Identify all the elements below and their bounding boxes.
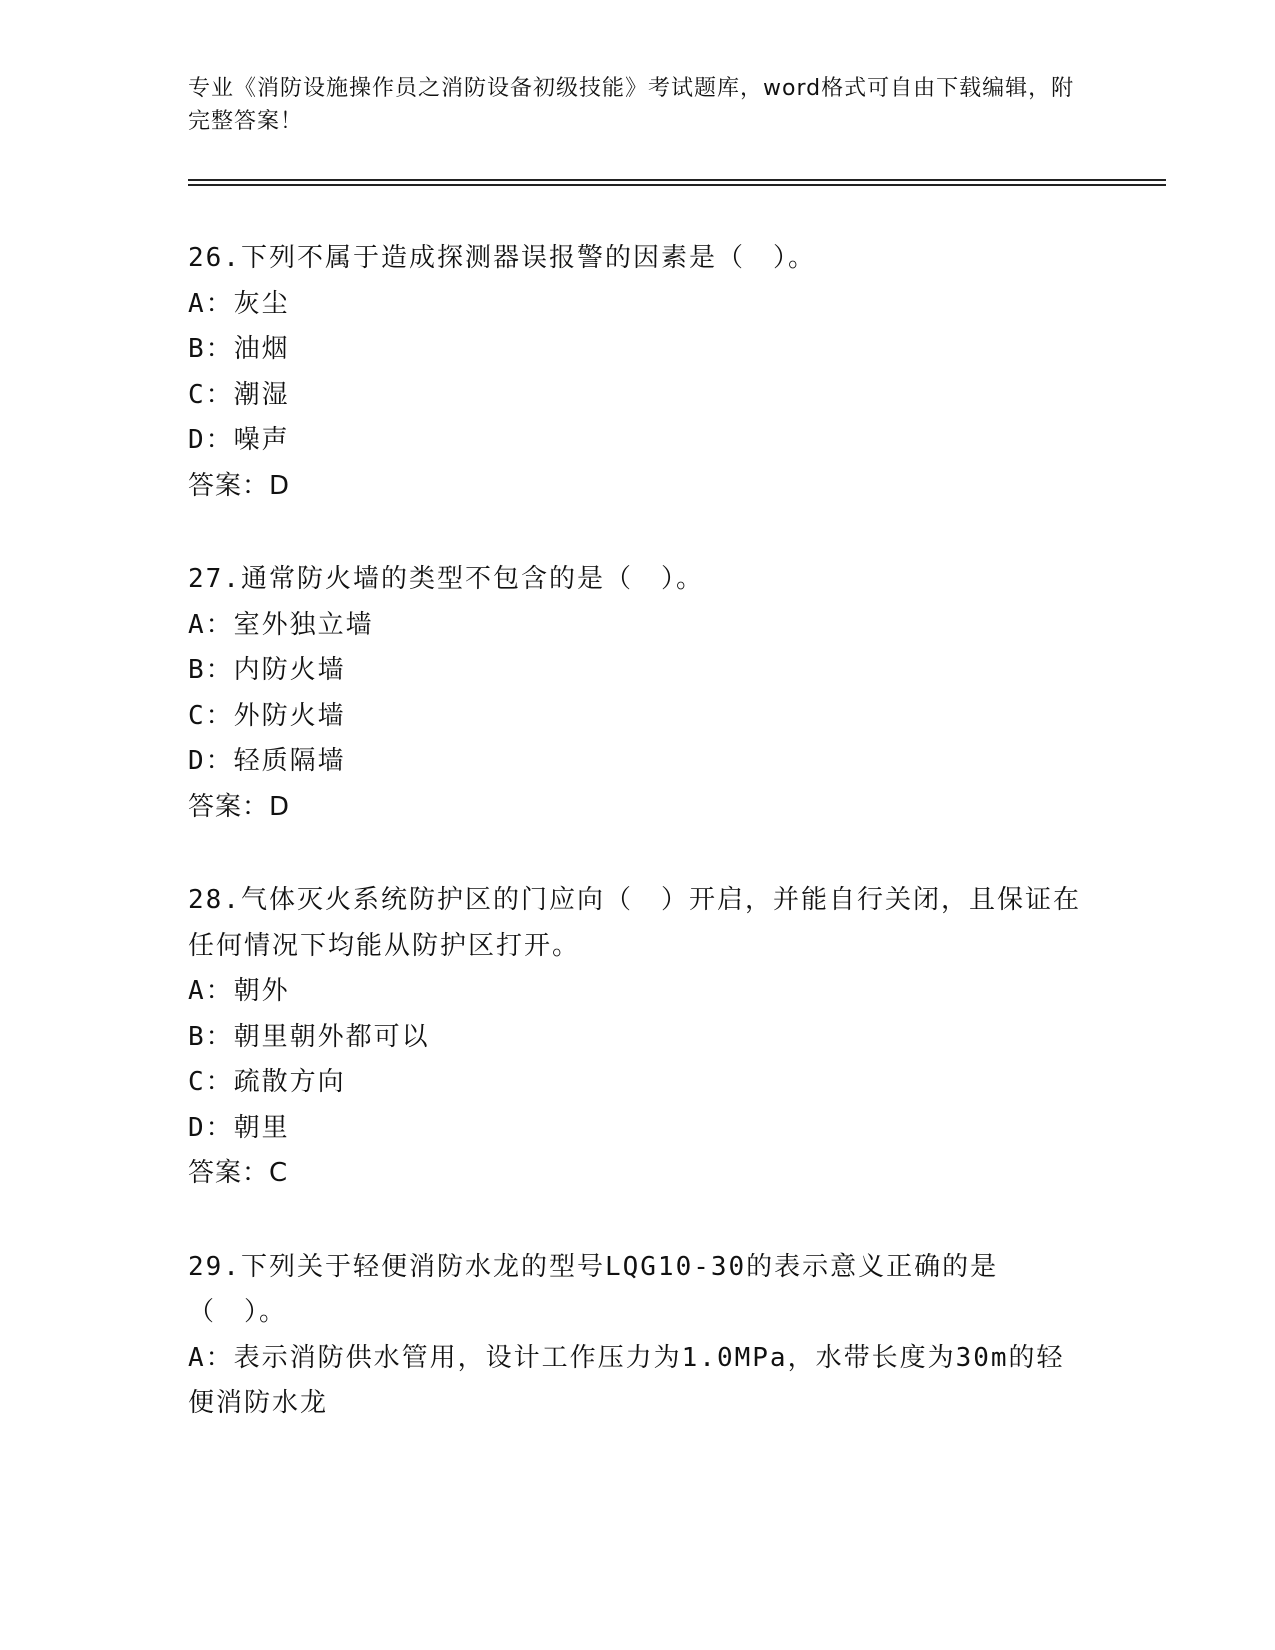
question-28	[188, 878, 1088, 1197]
question-29	[188, 1245, 1088, 1427]
question-27	[188, 557, 1088, 830]
option-d: D：轻质隔墙	[188, 746, 346, 776]
question-list	[188, 236, 1088, 1475]
option-b: B：朝里朝外都可以	[188, 1021, 430, 1052]
answer-label: 答案：D	[188, 470, 291, 501]
question-text: 28.气体灭火系统防护区的门应向（ ）开启，并能自行关闭，且保证在任何情况下均能从防护区打开。	[188, 885, 1081, 961]
option-b: B：内防火墙	[188, 655, 346, 685]
option-a: A：朝外	[188, 976, 290, 1006]
document-intro: 专业《消防设施操作员之消防设备初级技能》考试题库，word格式可自由下载编辑，附完整答案！	[188, 76, 1075, 134]
option-b: B：油烟	[188, 334, 290, 364]
answer-label: 答案：C	[188, 1158, 289, 1188]
question-text: 29.下列关于轻便消防水龙的型号LQG10-30的表示意义正确的是（ ）。	[188, 1251, 999, 1327]
option-c: C：疏散方向	[188, 1067, 346, 1097]
option-d: D：朝里	[188, 1112, 290, 1143]
answer-label: 答案：D	[188, 791, 291, 822]
question-26	[188, 236, 1088, 509]
option-a: A：表示消防供水管用，设计工作压力为1.0MPa，水带长度为30m的轻便消防水龙	[188, 1342, 1065, 1418]
header-divider-top	[188, 179, 1166, 181]
option-a: A：室外独立墙	[188, 609, 374, 640]
question-text: 27.通常防火墙的类型不包含的是（ ）。	[188, 564, 704, 594]
option-d: D：噪声	[188, 425, 290, 455]
option-a: A：灰尘	[188, 288, 290, 319]
header-divider-bottom	[188, 184, 1166, 186]
option-c: C：外防火墙	[188, 700, 346, 731]
question-text: 26.下列不属于造成探测器误报警的因素是（ ）。	[188, 243, 816, 273]
option-c: C：潮湿	[188, 379, 290, 410]
